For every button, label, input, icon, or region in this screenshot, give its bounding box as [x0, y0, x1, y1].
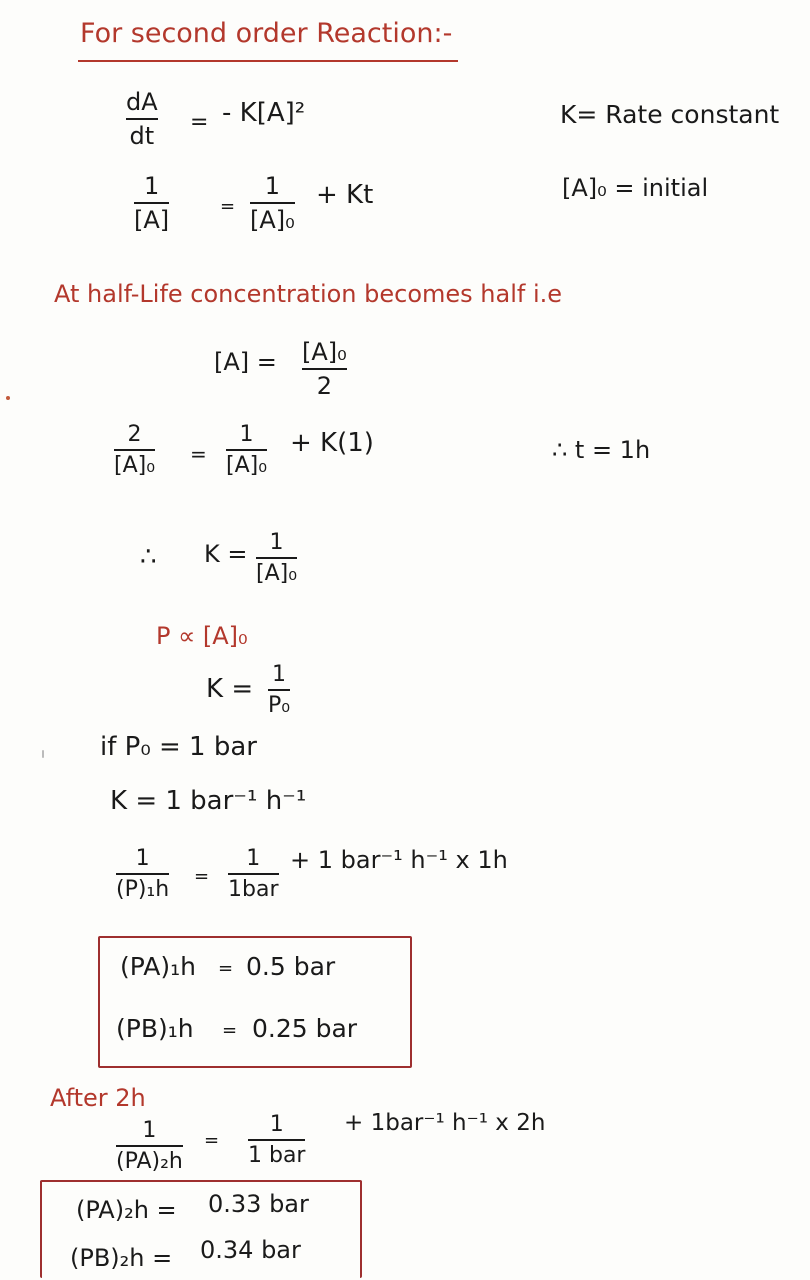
half-life-statement: At half-Life concentration becomes half i.e	[54, 280, 563, 308]
substituted-rhs	[226, 422, 267, 478]
proportional-relation: P ∝ [A]₀	[156, 622, 248, 650]
fraction-bar	[250, 202, 295, 204]
rate-law-derivative	[126, 88, 158, 150]
pb-one-hour: (PB)₁h	[116, 1014, 194, 1043]
two-hour-tail: + 1bar⁻¹ h⁻¹ x 2h	[344, 1110, 546, 1136]
two-hour-lhs-denominator: (PA)₂h	[116, 1149, 183, 1174]
heading-underline	[78, 60, 458, 62]
rate-law-equals: =	[190, 110, 209, 135]
initial-pressure-line: if P₀ = 1 bar	[100, 732, 257, 762]
half-def-fraction	[302, 338, 347, 400]
pb-two-hour: (PB)₂h =	[70, 1244, 173, 1272]
k-value-line: K = 1 bar⁻¹ h⁻¹	[110, 786, 307, 816]
fraction-bar	[268, 689, 290, 691]
integrated-lhs	[134, 172, 169, 234]
page-heading: For second order Reaction:-	[80, 18, 453, 49]
fraction-bar	[228, 873, 279, 875]
integrated-tail: + Kt	[316, 180, 374, 210]
one-hour-rhs	[228, 846, 279, 902]
fraction-bar	[226, 449, 267, 451]
k-pressure-numerator: 1	[272, 662, 287, 687]
substituted-rhs-numerator: 1	[239, 422, 254, 447]
substituted-lhs-numerator: 2	[127, 422, 142, 447]
fraction-bar	[134, 202, 169, 204]
two-hour-lhs	[116, 1118, 183, 1174]
fraction-bar	[126, 118, 158, 120]
substituted-lhs	[114, 422, 155, 478]
k-pressure-denominator: P₀	[268, 693, 291, 718]
one-hour-lhs-denominator: (P)₁h	[116, 877, 170, 902]
rate-law-numerator: dA	[126, 88, 158, 116]
fraction-bar	[248, 1139, 305, 1141]
integrated-lhs-denominator: [A]	[134, 206, 170, 234]
one-hour-rhs-numerator: 1	[246, 846, 261, 871]
one-hour-tail: + 1 bar⁻¹ h⁻¹ x 1h	[290, 846, 508, 874]
pa-one-hour-equals: =	[218, 958, 234, 979]
rate-constant-note: K= Rate constant	[560, 100, 780, 129]
k-result-numerator: 1	[269, 530, 284, 555]
pb-one-hour-value: 0.25 bar	[252, 1014, 358, 1043]
paper-mark	[42, 750, 44, 758]
fraction-bar	[114, 449, 155, 451]
one-hour-rhs-denominator: 1bar	[228, 877, 279, 902]
pa-two-hour: (PA)₂h =	[76, 1196, 177, 1224]
half-def-denominator: 2	[316, 372, 333, 400]
k-result-fraction	[256, 530, 297, 586]
fraction-bar	[116, 1145, 183, 1147]
integrated-rhs	[250, 172, 295, 234]
k-pressure-lhs: K =	[206, 674, 254, 704]
pb-two-hour-value: 0.34 bar	[200, 1236, 301, 1264]
integrated-rhs-denominator: [A]₀	[250, 206, 295, 234]
therefore-symbol: ∴	[140, 542, 157, 572]
two-hour-lhs-numerator: 1	[142, 1118, 157, 1143]
one-hour-equals: =	[194, 866, 210, 887]
fraction-bar	[302, 368, 347, 370]
integrated-equals: =	[220, 196, 236, 217]
fraction-bar	[256, 557, 297, 559]
rate-law-rhs: - K[A]²	[222, 98, 306, 128]
rate-law-denominator: dt	[129, 122, 155, 150]
two-hour-rhs-numerator: 1	[269, 1112, 284, 1137]
two-hour-rhs-denominator: 1 bar	[248, 1143, 306, 1168]
substituted-lhs-denominator: [A]₀	[114, 453, 156, 478]
k-result-denominator: [A]₀	[256, 561, 298, 586]
paper-mark	[6, 396, 10, 400]
substituted-rhs-denominator: [A]₀	[226, 453, 268, 478]
integrated-lhs-numerator: 1	[143, 172, 160, 200]
two-hour-equals: =	[204, 1130, 220, 1151]
half-def-numerator: [A]₀	[302, 338, 347, 366]
one-hour-lhs	[116, 846, 169, 902]
initial-note: [A]₀ = initial	[562, 174, 709, 202]
pa-one-hour-value: 0.5 bar	[246, 952, 336, 981]
k-result-lhs: K =	[204, 540, 248, 568]
one-hour-lhs-numerator: 1	[135, 846, 150, 871]
integrated-rhs-numerator: 1	[264, 172, 281, 200]
k-pressure-fraction	[268, 662, 290, 718]
pa-one-hour: (PA)₁h	[120, 952, 196, 981]
fraction-bar	[116, 873, 169, 875]
pa-two-hour-value: 0.33 bar	[208, 1190, 309, 1218]
two-hour-rhs	[248, 1112, 305, 1168]
half-def-lhs: [A] =	[214, 348, 277, 376]
pb-one-hour-equals: =	[222, 1020, 238, 1041]
substituted-tail: + K(1)	[290, 428, 374, 458]
time-note: ∴ t = 1h	[552, 436, 651, 464]
after-two-hours-label: After 2h	[50, 1084, 146, 1112]
substituted-equals: =	[190, 442, 207, 466]
